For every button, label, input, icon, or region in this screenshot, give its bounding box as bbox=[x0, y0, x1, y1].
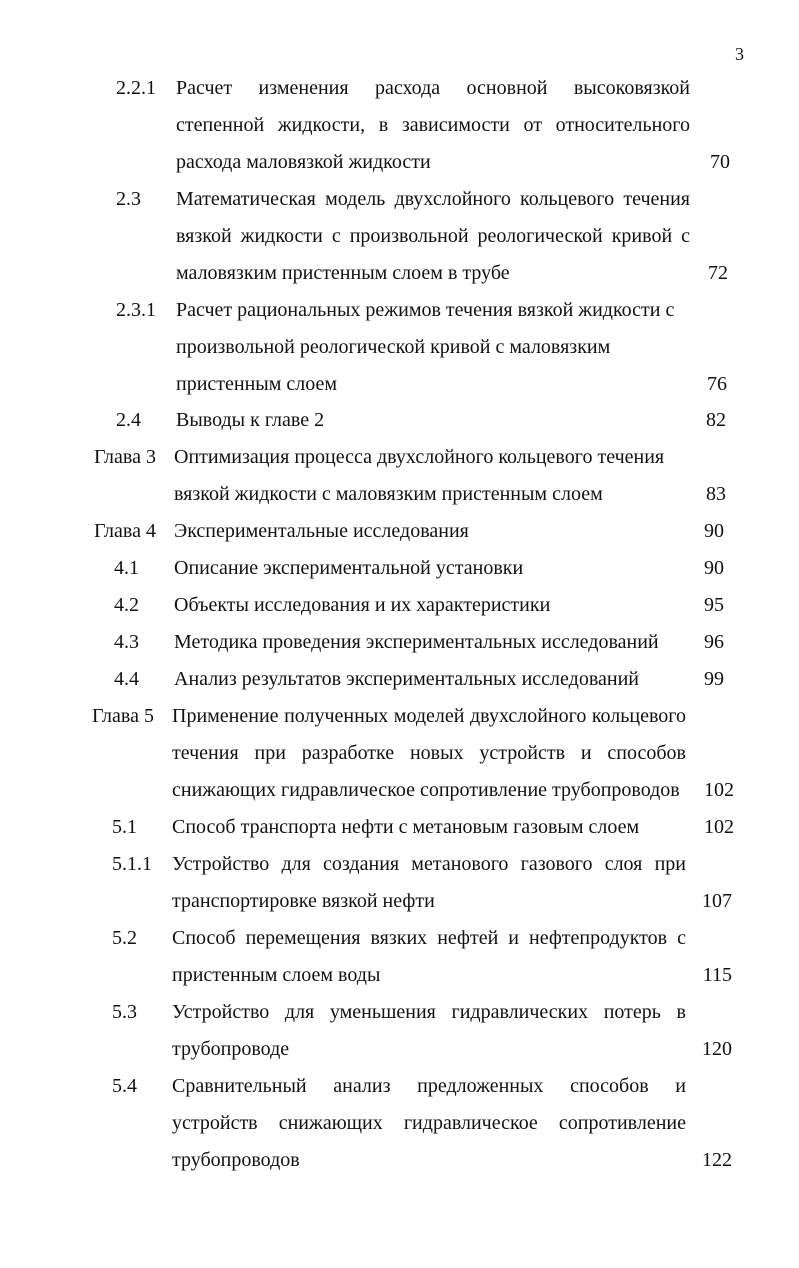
toc-entry-page: 102 bbox=[704, 816, 734, 838]
toc-entry-line: степенной жидкости, в зависимости от относительного bbox=[176, 114, 690, 136]
toc-entry-page: 102 bbox=[704, 779, 734, 801]
toc-entry-line: Экспериментальные исследования bbox=[174, 520, 469, 542]
toc-entry-page: 99 bbox=[704, 668, 724, 690]
toc-entry-number: 2.3.1 bbox=[116, 299, 156, 321]
toc-entry-number: 4.4 bbox=[114, 668, 139, 690]
toc-entry-page: 83 bbox=[706, 483, 726, 505]
toc-entry-page: 72 bbox=[708, 262, 728, 284]
toc-entry-line: вязкой жидкости с маловязким пристенным слоем bbox=[174, 483, 603, 505]
toc-entry-line: Устройство для уменьшения гидравлических потерь в bbox=[172, 1001, 686, 1023]
toc-entry-number: Глава 3 bbox=[94, 446, 156, 468]
toc-entry-line: пристенным слоем bbox=[176, 373, 338, 395]
toc-entry-line: Математическая модель двухслойного кольцевого течения bbox=[176, 188, 690, 210]
toc-entry-page: 90 bbox=[704, 520, 724, 542]
toc-entry-number: Глава 5 bbox=[92, 705, 154, 727]
toc-entry-page: 122 bbox=[702, 1149, 732, 1171]
toc-entry-line: пристенным слоем воды bbox=[172, 964, 381, 986]
toc-entry-page: 96 bbox=[704, 631, 724, 653]
toc-entry-number: 5.4 bbox=[112, 1075, 137, 1097]
toc-entry-page: 107 bbox=[702, 890, 732, 912]
toc-entry-page: 115 bbox=[702, 964, 732, 986]
toc-entry-line: устройств снижающих гидравлическое сопротивление bbox=[172, 1112, 686, 1134]
toc-entry-line: произвольной реологической кривой с маловязким bbox=[176, 336, 611, 358]
toc-entry-line: трубопроводе bbox=[172, 1038, 290, 1060]
toc-entry-line: Сравнительный анализ предложенных способов и bbox=[172, 1075, 686, 1097]
toc-entry-line: маловязким пристенным слоем в трубе bbox=[176, 262, 510, 284]
toc-entry-number: 2.3 bbox=[116, 188, 141, 210]
page-number: 3 bbox=[735, 44, 744, 64]
toc-entry-page: 82 bbox=[706, 409, 726, 431]
toc-entry-line: Расчет рациональных режимов течения вязкой жидкости с bbox=[176, 299, 675, 321]
toc-entry-line: течения при разработке новых устройств и способов bbox=[172, 742, 686, 764]
toc-entry-page: 70 bbox=[710, 151, 730, 173]
toc-entry-number: 4.3 bbox=[114, 631, 139, 653]
toc-entry-line: снижающих гидравлическое сопротивление трубопроводов bbox=[172, 779, 680, 801]
toc-entry-line: Анализ результатов экспериментальных исследований bbox=[174, 668, 639, 690]
toc-entry-line: Устройство для создания метанового газового слоя при bbox=[172, 853, 686, 875]
toc-entry-line: Применение полученных моделей двухслойного кольцевого bbox=[172, 705, 686, 727]
toc-entry-page: 95 bbox=[704, 594, 724, 616]
toc-entry-line: вязкой жидкости с произвольной реологической кривой с bbox=[176, 225, 690, 247]
toc-entry-line: Способ перемещения вязких нефтей и нефтепродуктов с bbox=[172, 927, 686, 949]
toc-entry-page: 120 bbox=[702, 1038, 732, 1060]
toc-entry-number: 5.2 bbox=[112, 927, 137, 949]
toc-entry-line: Методика проведения экспериментальных исследований bbox=[174, 631, 659, 653]
toc-entry-number: 5.1.1 bbox=[112, 853, 152, 875]
toc-entry-line: трубопроводов bbox=[172, 1149, 300, 1171]
toc-entry-page: 90 bbox=[704, 557, 724, 579]
toc-entry-line: Способ транспорта нефти с метановым газовым слоем bbox=[172, 816, 640, 838]
toc-entry-line: Описание экспериментальной установки bbox=[174, 557, 524, 579]
toc-entry-line: расхода маловязкой жидкости bbox=[176, 151, 431, 173]
toc-entry-line: Оптимизация процесса двухслойного кольцевого течения bbox=[174, 446, 665, 468]
toc-entry-number: 5.3 bbox=[112, 1001, 137, 1023]
toc-entry-line: транспортировке вязкой нефти bbox=[172, 890, 435, 912]
toc-entry-number: 4.1 bbox=[114, 557, 139, 579]
toc-entry-line: Выводы к главе 2 bbox=[176, 409, 325, 431]
toc-entry-page: 76 bbox=[707, 373, 727, 395]
toc-entry-line: Расчет изменения расхода основной высоковязкой bbox=[176, 77, 690, 99]
toc-entry-number: 2.2.1 bbox=[116, 77, 156, 99]
toc-entry-number: 4.2 bbox=[114, 594, 139, 616]
toc-entry-number: 5.1 bbox=[112, 816, 137, 838]
toc-entry-number: 2.4 bbox=[116, 409, 141, 431]
toc-entry-number: Глава 4 bbox=[94, 520, 156, 542]
toc-entry-line: Объекты исследования и их характеристики bbox=[174, 594, 551, 616]
